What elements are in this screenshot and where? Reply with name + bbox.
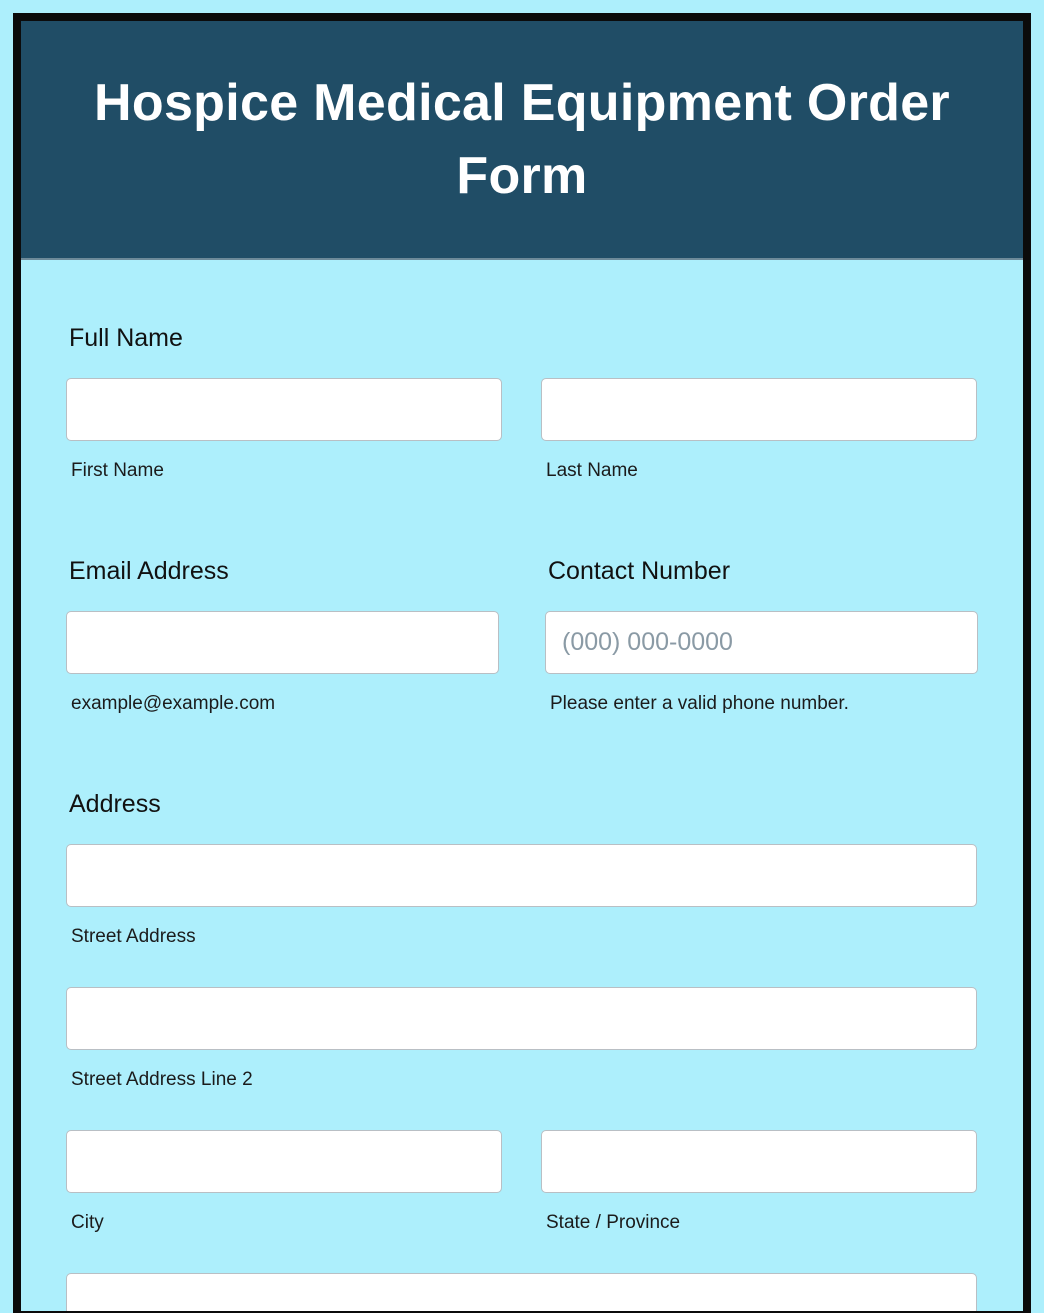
contact-number-input[interactable] — [545, 611, 978, 674]
email-label: Email Address — [69, 557, 229, 585]
street-address-line2-sublabel: Street Address Line 2 — [71, 1069, 253, 1090]
email-sublabel: example@example.com — [71, 693, 276, 714]
first-name-input[interactable] — [66, 378, 502, 441]
city-sublabel: City — [71, 1212, 104, 1233]
form-card — [21, 21, 1023, 1311]
city-input[interactable] — [66, 1130, 502, 1193]
form-header — [21, 21, 1023, 260]
first-name-sublabel: First Name — [71, 460, 164, 481]
contact-number-label: Contact Number — [548, 557, 731, 585]
last-name-sublabel: Last Name — [546, 460, 638, 481]
full-name-label: Full Name — [69, 324, 183, 352]
state-province-input[interactable] — [541, 1130, 977, 1193]
last-name-input[interactable] — [541, 378, 977, 441]
form-title: Hospice Medical Equipment Order Form — [94, 73, 950, 205]
state-province-sublabel: State / Province — [546, 1212, 681, 1233]
address-label: Address — [69, 790, 161, 818]
street-address-input[interactable] — [66, 844, 977, 907]
postal-code-input[interactable] — [66, 1273, 977, 1311]
email-input[interactable] — [66, 611, 499, 674]
street-address-line2-input[interactable] — [66, 987, 977, 1050]
contact-number-sublabel: Please enter a valid phone number. — [550, 693, 849, 714]
street-address-sublabel: Street Address — [71, 926, 196, 947]
